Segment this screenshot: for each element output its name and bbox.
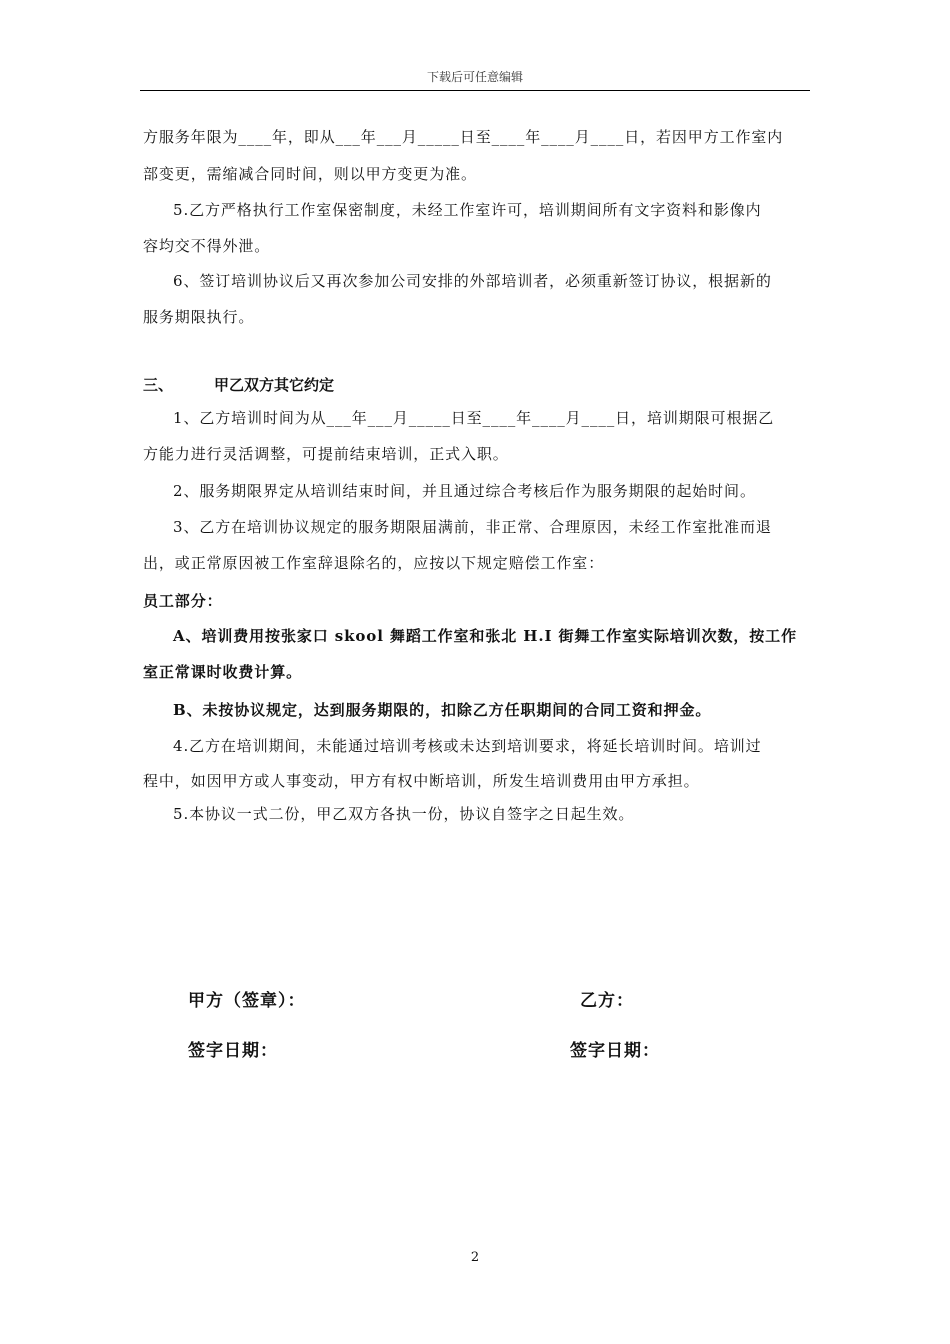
- s3-line-5: 出，或正常原因被工作室辞退除名的，应按以下规定赔偿工作室：: [143, 554, 605, 572]
- s3-line-3: 2、服务期限界定从培训结束时间，并且通过综合考核后作为服务期限的起始时间。: [173, 482, 756, 500]
- s3-line-1: 1、乙方培训时间为从___年___月_____日至____年____月____日，培训期限可根据乙: [173, 409, 775, 427]
- staff-section-label: 员工部分：: [143, 592, 223, 610]
- page-number: 2: [470, 1250, 480, 1265]
- body-line-6: 服务期限执行。: [143, 308, 255, 326]
- s3-tail-line-3: 5.本协议一式二份，甲乙双方各执一份，协议自签字之日起生效。: [173, 805, 635, 823]
- s3-line-2: 方能力进行灵活调整，可提前结束培训，正式入职。: [143, 445, 509, 463]
- party-b-date-label: 签字日期：: [570, 1041, 660, 1061]
- header-rule: [140, 90, 810, 91]
- clause-a-line-1: A、培训费用按张家口 skool 舞蹈工作室和张北 H.I 街舞工作室实际培训次数，按工作: [173, 627, 797, 645]
- s3-tail-line-1: 4.乙方在培训期间，未能通过培训考核或未达到培训要求，将延长培训时间。培训过: [173, 737, 762, 755]
- body-line-2: 部变更，需缩减合同时间，则以甲方变更为准。: [143, 165, 477, 183]
- s3-tail-line-2: 程中，如因甲方或人事变动，甲方有权中断培训，所发生培训费用由甲方承担。: [143, 772, 700, 790]
- section-title: 甲乙双方其它约定: [214, 376, 335, 394]
- body-line-3: 5.乙方严格执行工作室保密制度，未经工作室许可，培训期间所有文字资料和影像内: [173, 201, 762, 219]
- party-b-signature-label: 乙方：: [580, 991, 634, 1011]
- clause-a-line-2: 室正常课时收费计算。: [143, 663, 303, 681]
- body-line-4: 容均交不得外泄。: [143, 237, 271, 255]
- body-line-5: 6、签订培训协议后又再次参加公司安排的外部培训者，必须重新签订协议，根据新的: [173, 272, 772, 290]
- s3-line-4: 3、乙方在培训协议规定的服务期限届满前，非正常、合理原因，未经工作室批准而退: [173, 518, 772, 536]
- party-a-signature-label: 甲方（签章）：: [188, 991, 306, 1011]
- page-header: 下载后可任意编辑: [426, 70, 523, 84]
- section-number: 三、: [143, 376, 174, 394]
- party-a-date-label: 签字日期：: [188, 1041, 278, 1061]
- body-line-1: 方服务年限为____年，即从___年___月_____日至____年____月____日，若因甲方工作室内: [143, 128, 784, 146]
- clause-b: B、未按协议规定，达到服务期限的，扣除乙方任职期间的合同工资和押金。: [173, 701, 712, 719]
